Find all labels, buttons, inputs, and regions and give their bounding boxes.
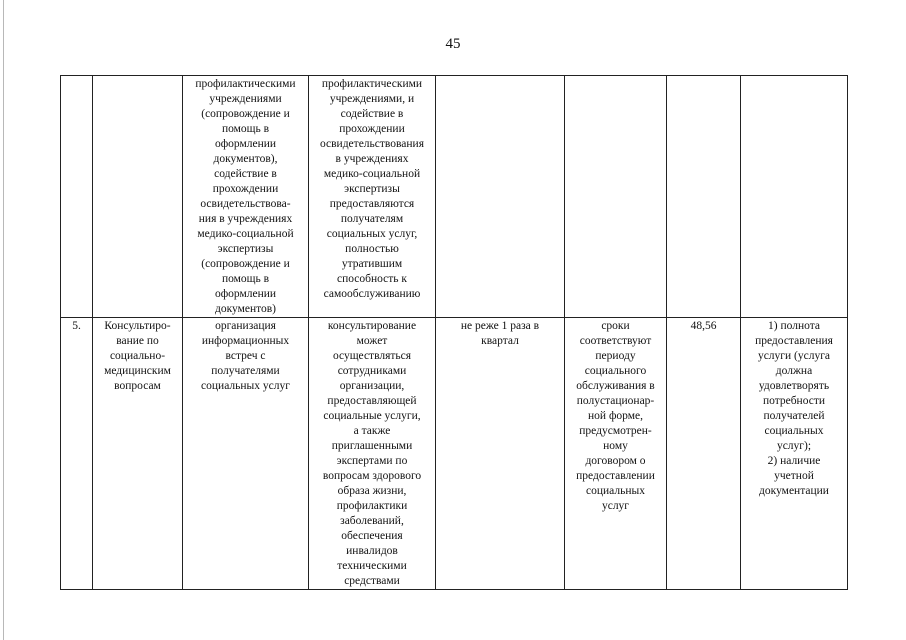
cell-price [667,318,741,590]
cell-line: вопросам [114,380,161,392]
cell-criteria [741,318,848,590]
cell-description [309,76,436,318]
cell-line: не реже 1 раза в [460,320,540,332]
cell-line: 48,56 [690,320,717,332]
cell-line: учреждениями [209,93,282,105]
cell-line: услуги (услуга [757,350,831,362]
cell-line: прохождении [339,123,405,135]
cell-line: Консультиро- [104,320,171,332]
cell-num: 5. [61,318,93,590]
cell-line: (сопровождение и [201,258,290,270]
cell-line: медицинским [104,365,171,377]
cell-line: в учреждениях [335,153,409,165]
cell-line: осуществляться [332,350,412,362]
cell-content [183,76,309,318]
cell-name [93,318,183,590]
cell-line: оформлении [214,288,277,300]
cell-line: 1) полнота [768,320,820,332]
cell-line: а также [353,425,391,437]
cell-line: получателей [763,410,825,422]
cell-line: профилактики [336,500,408,512]
cell-line: техническими [337,560,407,572]
cell-line: услуг [601,500,630,512]
cell-line: экспертизы [344,183,400,195]
cell-line: организация [215,320,276,332]
cell-line: социального [584,365,647,377]
cell-line: соответствуют [579,335,652,347]
cell-line: документов) [214,303,277,315]
cell-line: услуг); [776,440,812,452]
page-number: 45 [445,36,461,52]
cell-line: социальных услуг, [326,228,418,240]
cell-line: социально- [109,350,166,362]
cell-line: содействие в [340,108,404,120]
cell-line: социальные услуги, [323,410,421,422]
table-row [61,318,848,590]
cell-line: экспертами по [336,455,408,467]
cell-line: экспертизы [217,243,274,255]
cell-line: учетной [774,470,814,482]
cell-line: может [356,335,388,347]
cell-content [183,318,309,590]
cell-line: документации [759,485,829,497]
cell-line: предоставления [755,335,833,347]
cell-line: предоставлении [576,470,655,482]
cell-line: (сопровождение и [201,108,290,120]
cell-line: договором о [585,455,646,467]
cell-line: образа жизни, [337,485,407,497]
cell-criteria [741,76,848,318]
cell-line: вопросам здорового [322,470,422,482]
cell-line: полностью [345,243,399,255]
cell-line: обеспечения [341,530,403,542]
cell-line: утратившим [341,258,403,270]
cell-line: должна [775,365,813,377]
scan-edge-line [3,0,4,640]
cell-line: учреждениями, и [329,93,415,105]
cell-line: организации, [339,380,405,392]
cell-line: ной форме, [588,410,643,422]
cell-name [93,76,183,318]
cell-price [667,76,741,318]
cell-line: социальных услуг [201,380,290,392]
cell-line: сроки [601,320,630,332]
cell-line: инвалидов [346,545,398,557]
cell-line: помощь в [221,273,270,285]
table-row [61,76,848,318]
cell-line: оформлении [214,138,277,150]
cell-num [61,76,93,318]
cell-line: профилактическими [195,78,296,90]
cell-line: предоставляющей [327,395,417,407]
cell-line: освидетельствова- [200,198,291,210]
cell-line: консультирование [327,320,417,332]
cell-line: медико-социальной [197,228,294,240]
cell-line: документов), [213,153,278,165]
cell-line: ному [603,440,628,452]
cell-line: социальных [764,425,824,437]
cell-line: 2) наличие [767,455,821,467]
cell-line: освидетельствования [319,138,424,150]
cell-terms [565,318,667,590]
cell-description [309,318,436,590]
cell-line: квартал [481,335,519,347]
cell-line: сотрудниками [337,365,407,377]
cell-line: медико-социальной [323,168,421,180]
cell-line: заболеваний, [340,515,404,527]
cell-line: содействие в [214,168,277,180]
cell-frequency [436,76,565,318]
cell-line: вание по [116,335,159,347]
cell-line: помощь в [221,123,270,135]
cell-line: самообслуживанию [323,288,421,300]
cell-terms [565,76,667,318]
cell-line: обслуживания в [576,380,655,392]
cell-line: предусмотрен- [579,425,652,437]
cell-line: удовлетворять [758,380,830,392]
cell-line: способность к [336,273,408,285]
cell-line: профилактическими [321,78,423,90]
cell-line: ния в учреждениях [198,213,293,225]
cell-line: периоду [595,350,636,362]
cell-frequency [436,318,565,590]
services-table [60,75,848,590]
cell-line: потребности [762,395,826,407]
cell-line: предоставляются [329,198,415,210]
cell-line: приглашенными [331,440,413,452]
cell-line: получателями [211,365,280,377]
cell-line: средствами [344,575,400,587]
cell-line: получателям [340,213,404,225]
cell-line: полустационар- [576,395,655,407]
cell-line: встреч с [225,350,266,362]
cell-line: прохождении [212,183,279,195]
cell-line: информационных [201,335,290,347]
cell-line: социальных [586,485,645,497]
